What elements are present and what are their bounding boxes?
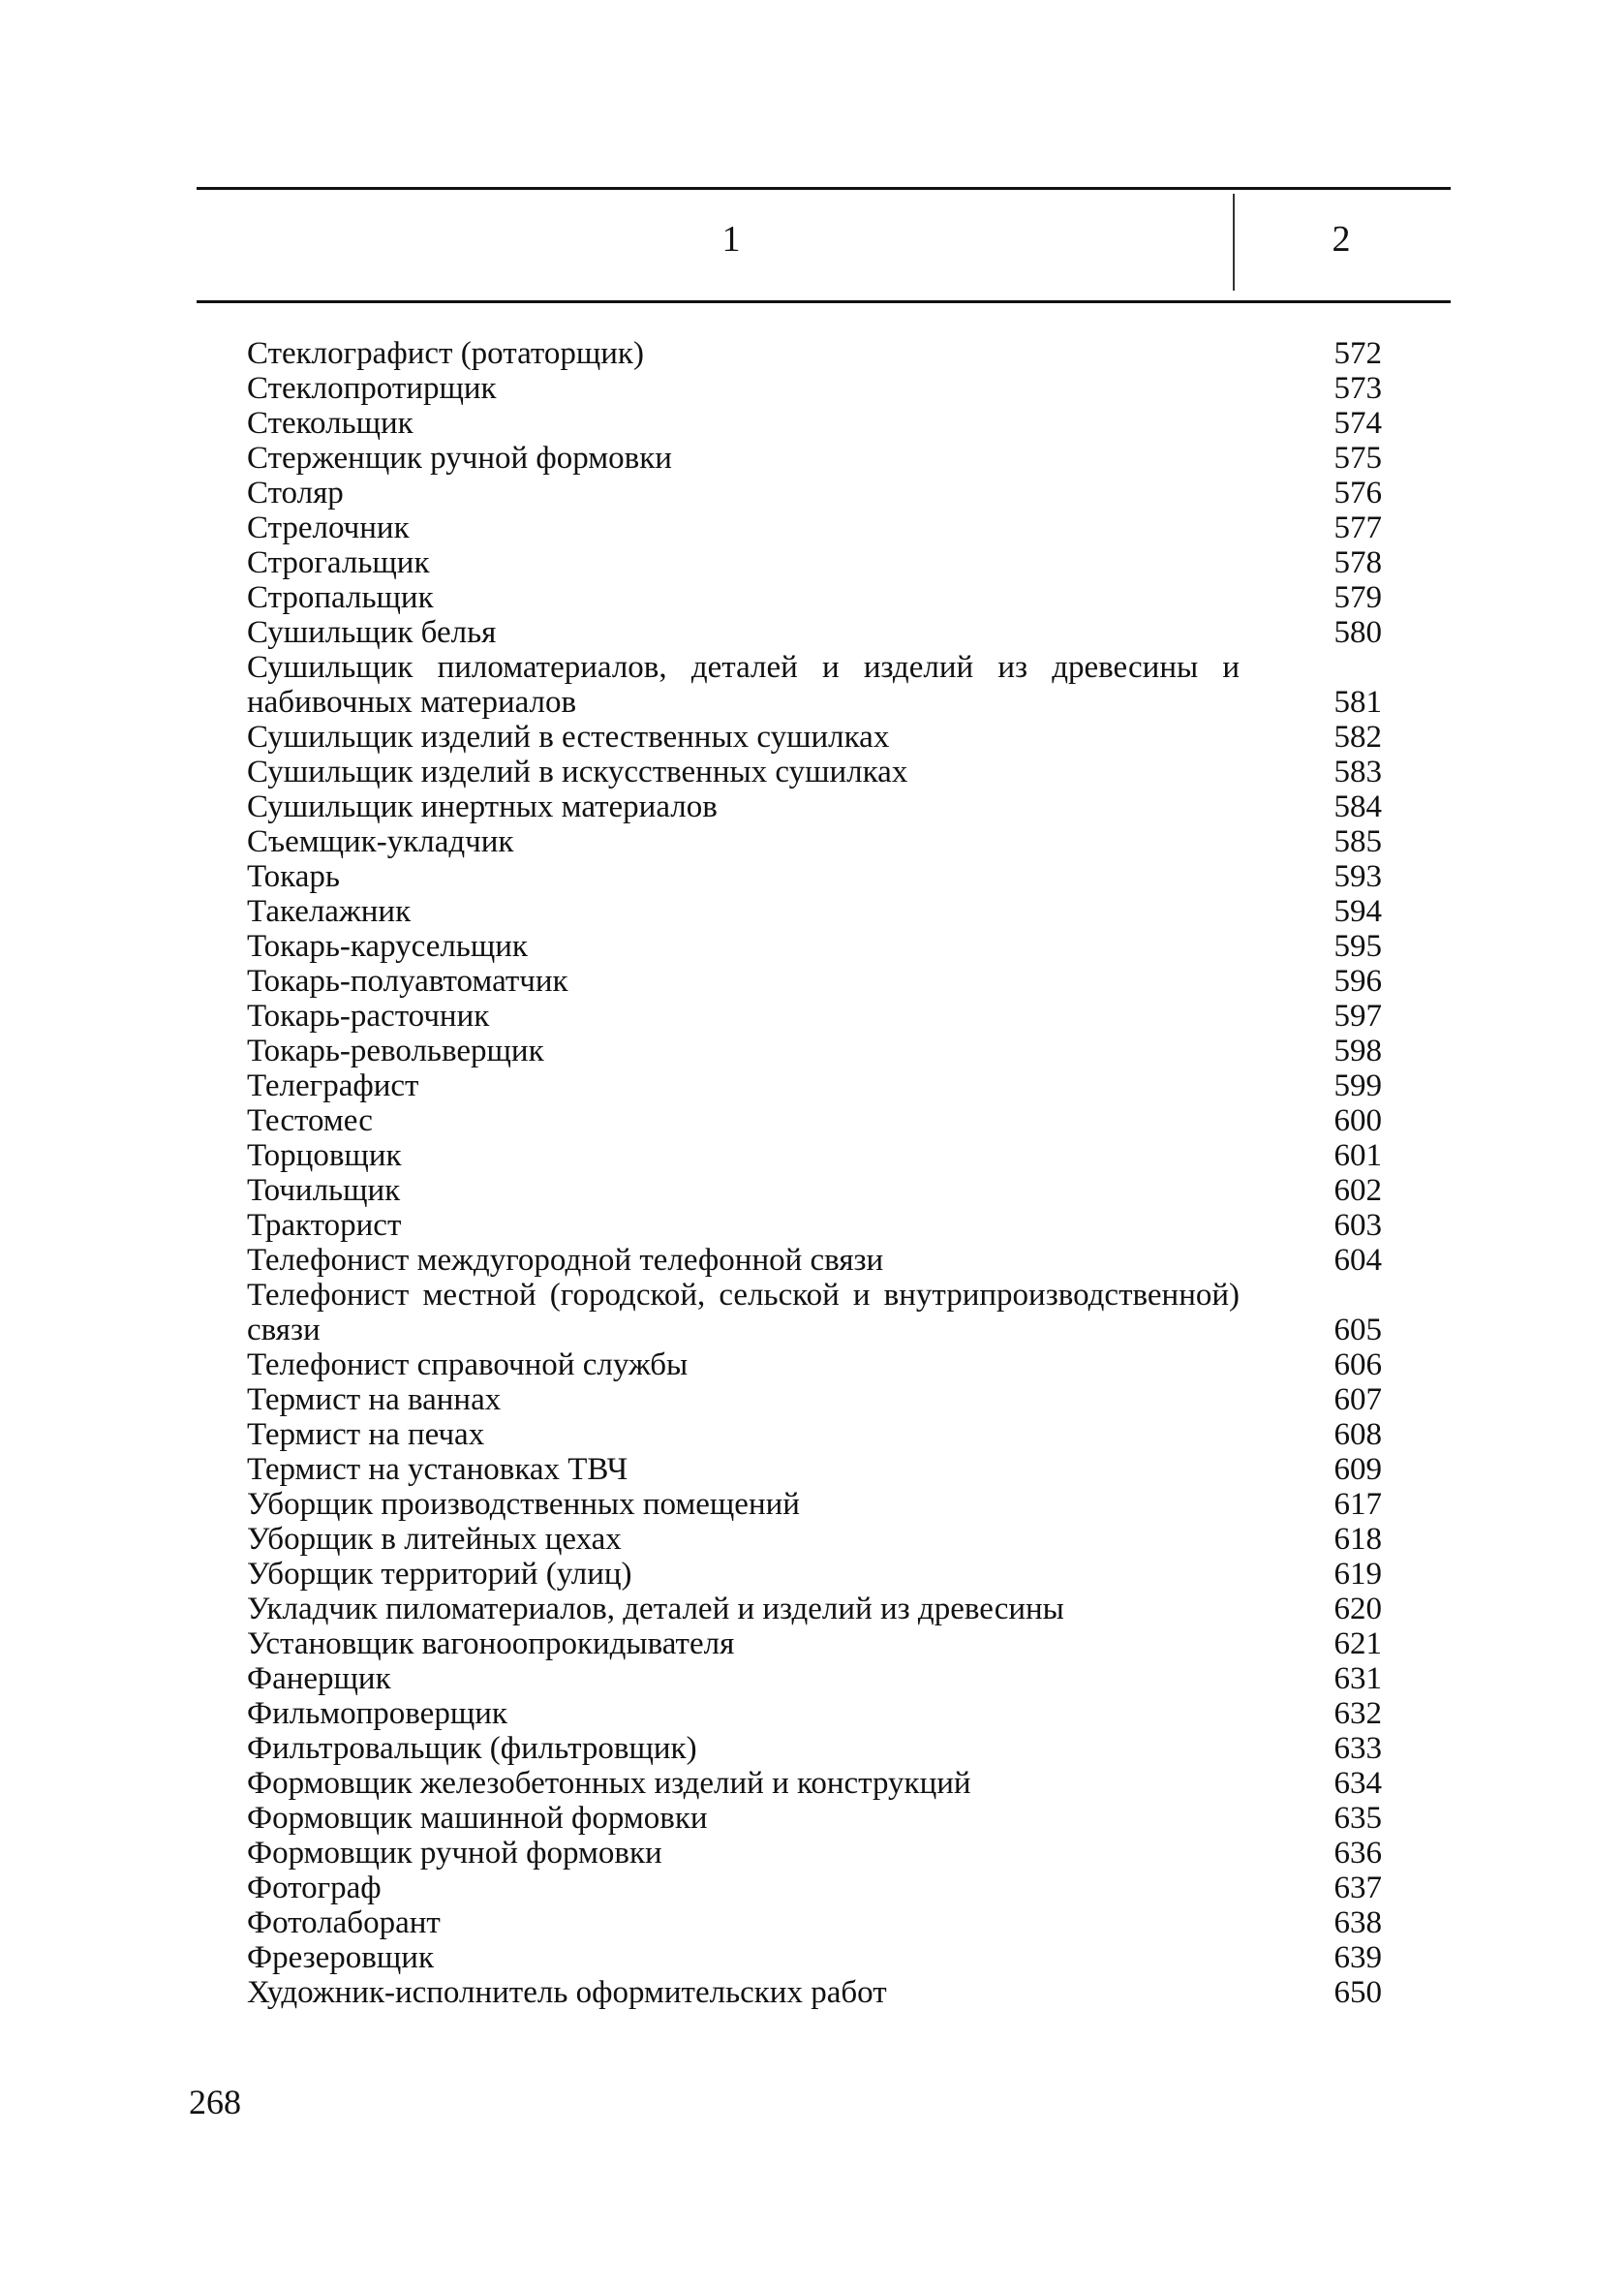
entry-profession-name: Фрезеровщик <box>247 1940 434 1975</box>
list-item <box>247 1871 1390 1905</box>
entry-profession-name: Уборщик производственных помещений <box>247 1487 800 1522</box>
list-item <box>247 441 1390 476</box>
entry-number: 575 <box>1333 441 1382 476</box>
list-item <box>247 476 1390 510</box>
entry-profession-name: Сушильщик белья <box>247 615 497 650</box>
entry-profession-name: Торцовщик <box>247 1138 402 1173</box>
entry-number: 576 <box>1333 476 1382 510</box>
list-item <box>247 1382 1390 1417</box>
entry-number: 594 <box>1333 894 1382 929</box>
list-item <box>247 1452 1390 1487</box>
entry-number: 632 <box>1333 1696 1382 1731</box>
entry-profession-name: Тракторист <box>247 1208 402 1243</box>
list-item <box>247 1731 1390 1766</box>
list-item <box>247 650 1390 720</box>
entry-number: 595 <box>1333 929 1382 964</box>
list-item <box>247 1661 1390 1696</box>
list-item <box>247 1836 1390 1871</box>
entry-profession-name: Термист на печах <box>247 1417 485 1452</box>
entry-profession-name: Токарь-расточник <box>247 999 490 1034</box>
entry-number: 637 <box>1333 1871 1382 1905</box>
entry-number: 601 <box>1333 1138 1382 1173</box>
list-item <box>247 510 1390 545</box>
entry-number: 635 <box>1333 1801 1382 1836</box>
entry-number: 607 <box>1333 1382 1382 1417</box>
entry-number: 631 <box>1333 1661 1382 1696</box>
entry-number: 633 <box>1333 1731 1382 1766</box>
list-item <box>247 1592 1390 1626</box>
entry-profession-name: Токарь <box>247 859 340 894</box>
list-item <box>247 1975 1390 2010</box>
entry-number: 573 <box>1333 371 1382 406</box>
entry-list <box>247 336 1390 2010</box>
entry-number: 574 <box>1333 406 1382 441</box>
entry-profession-name: Термист на установках ТВЧ <box>247 1452 628 1487</box>
entry-number: 598 <box>1333 1034 1382 1068</box>
list-item <box>247 371 1390 406</box>
column-header-1: 1 <box>721 219 741 260</box>
entry-number: 585 <box>1333 824 1382 859</box>
list-item <box>247 1801 1390 1836</box>
entry-profession-name: Стекольщик <box>247 406 414 441</box>
entry-profession-name: Художник-исполнитель оформительских работ <box>247 1975 887 2010</box>
entry-profession-name: Установщик вагоноопрокидывателя <box>247 1626 735 1661</box>
entry-number: 599 <box>1333 1068 1382 1103</box>
entry-number: 619 <box>1333 1557 1382 1592</box>
entry-profession-name: Телефонист междугородной телефонной связи <box>247 1243 884 1278</box>
entry-number: 579 <box>1333 580 1382 615</box>
entry-number: 620 <box>1333 1592 1382 1626</box>
column-header-2: 2 <box>1332 219 1351 260</box>
entry-number: 582 <box>1333 720 1382 755</box>
entry-profession-name: Уборщик территорий (улиц) <box>247 1557 632 1592</box>
entry-number: 617 <box>1333 1487 1382 1522</box>
table-top-rule <box>197 187 1451 190</box>
list-item <box>247 1068 1390 1103</box>
entry-number: 634 <box>1333 1766 1382 1801</box>
entry-profession-name: Стеклографист (ротаторщик) <box>247 336 644 371</box>
entry-profession-name: Термист на ваннах <box>247 1382 502 1417</box>
entry-profession-name: Строгальщик <box>247 545 430 580</box>
list-item <box>247 720 1390 755</box>
entry-profession-name: Столяр <box>247 476 344 510</box>
entry-profession-name: Тестомес <box>247 1103 373 1138</box>
list-item <box>247 1138 1390 1173</box>
entry-profession-name: Сушильщик инертных материалов <box>247 789 718 824</box>
entry-number: 597 <box>1333 999 1382 1034</box>
entry-number: 639 <box>1333 1940 1382 1975</box>
list-item <box>247 999 1390 1034</box>
entry-profession-name: Стрелочник <box>247 510 410 545</box>
list-item <box>247 580 1390 615</box>
entry-profession-name: Телеграфист <box>247 1068 419 1103</box>
entry-number: 583 <box>1333 755 1382 789</box>
list-item <box>247 1696 1390 1731</box>
entry-profession-name: Сушильщик изделий в искусственных сушилках <box>247 755 908 789</box>
entry-number: 577 <box>1333 510 1382 545</box>
list-item <box>247 1487 1390 1522</box>
entry-number: 596 <box>1333 964 1382 999</box>
entry-number: 606 <box>1333 1347 1382 1382</box>
entry-number: 618 <box>1333 1522 1382 1557</box>
entry-profession-name: Телефонист местной (городской, сельской и внутрипроизводственной) связи <box>247 1278 1240 1347</box>
entry-number: 638 <box>1333 1905 1382 1940</box>
entry-profession-name: Фильтровальщик (фильтровщик) <box>247 1731 697 1766</box>
entry-number: 581 <box>1333 685 1382 720</box>
list-item <box>247 1034 1390 1068</box>
list-item <box>247 1278 1390 1347</box>
list-item <box>247 1173 1390 1208</box>
entry-profession-name: Точильщик <box>247 1173 401 1208</box>
entry-profession-name: Съемщик-укладчик <box>247 824 514 859</box>
entry-profession-name: Сушильщик пиломатериалов, деталей и изделий из древесины и набивочных материалов <box>247 650 1240 720</box>
entry-profession-name: Формовщик железобетонных изделий и конструкций <box>247 1766 971 1801</box>
entry-number: 603 <box>1333 1208 1382 1243</box>
page-number: 268 <box>189 2083 241 2121</box>
list-item <box>247 859 1390 894</box>
list-item <box>247 824 1390 859</box>
entry-profession-name: Такелажник <box>247 894 412 929</box>
entry-profession-name: Формовщик ручной формовки <box>247 1836 662 1871</box>
list-item <box>247 1905 1390 1940</box>
entry-profession-name: Фотограф <box>247 1871 382 1905</box>
list-item <box>247 1243 1390 1278</box>
list-item <box>247 545 1390 580</box>
entry-number: 605 <box>1333 1313 1382 1347</box>
entry-number: 650 <box>1333 1975 1382 2010</box>
entry-number: 572 <box>1333 336 1382 371</box>
list-item <box>247 894 1390 929</box>
entry-profession-name: Уборщик в литейных цехах <box>247 1522 622 1557</box>
entry-profession-name: Фильмопроверщик <box>247 1696 507 1731</box>
entry-number: 621 <box>1333 1626 1382 1661</box>
entry-number: 609 <box>1333 1452 1382 1487</box>
entry-profession-name: Телефонист справочной службы <box>247 1347 689 1382</box>
list-item <box>247 1103 1390 1138</box>
table-header-rule <box>197 300 1451 303</box>
entry-profession-name: Токарь-карусельщик <box>247 929 528 964</box>
list-item <box>247 929 1390 964</box>
entry-profession-name: Токарь-револьверщик <box>247 1034 544 1068</box>
list-item <box>247 336 1390 371</box>
entry-profession-name: Фанерщик <box>247 1661 391 1696</box>
entry-profession-name: Стеклопротирщик <box>247 371 497 406</box>
column-divider <box>1233 194 1235 291</box>
list-item <box>247 615 1390 650</box>
entry-number: 578 <box>1333 545 1382 580</box>
list-item <box>247 1940 1390 1975</box>
list-item <box>247 1347 1390 1382</box>
list-item <box>247 1522 1390 1557</box>
list-item <box>247 1417 1390 1452</box>
list-item <box>247 1766 1390 1801</box>
list-item <box>247 406 1390 441</box>
entry-number: 636 <box>1333 1836 1382 1871</box>
entry-profession-name: Укладчик пиломатериалов, деталей и изделий из древесины <box>247 1592 1064 1626</box>
entry-number: 604 <box>1333 1243 1382 1278</box>
list-item <box>247 789 1390 824</box>
list-item <box>247 755 1390 789</box>
list-item <box>247 1557 1390 1592</box>
entry-profession-name: Стропальщик <box>247 580 434 615</box>
entry-number: 600 <box>1333 1103 1382 1138</box>
entry-number: 602 <box>1333 1173 1382 1208</box>
list-item <box>247 1208 1390 1243</box>
entry-number: 593 <box>1333 859 1382 894</box>
entry-profession-name: Стерженщик ручной формовки <box>247 441 672 476</box>
list-item <box>247 964 1390 999</box>
entry-profession-name: Формовщик машинной формовки <box>247 1801 708 1836</box>
entry-profession-name: Токарь-полуавтоматчик <box>247 964 568 999</box>
entry-profession-name: Сушильщик изделий в естественных сушилках <box>247 720 890 755</box>
entry-number: 584 <box>1333 789 1382 824</box>
entry-number: 608 <box>1333 1417 1382 1452</box>
entry-number: 580 <box>1333 615 1382 650</box>
entry-profession-name: Фотолаборант <box>247 1905 441 1940</box>
list-item <box>247 1626 1390 1661</box>
